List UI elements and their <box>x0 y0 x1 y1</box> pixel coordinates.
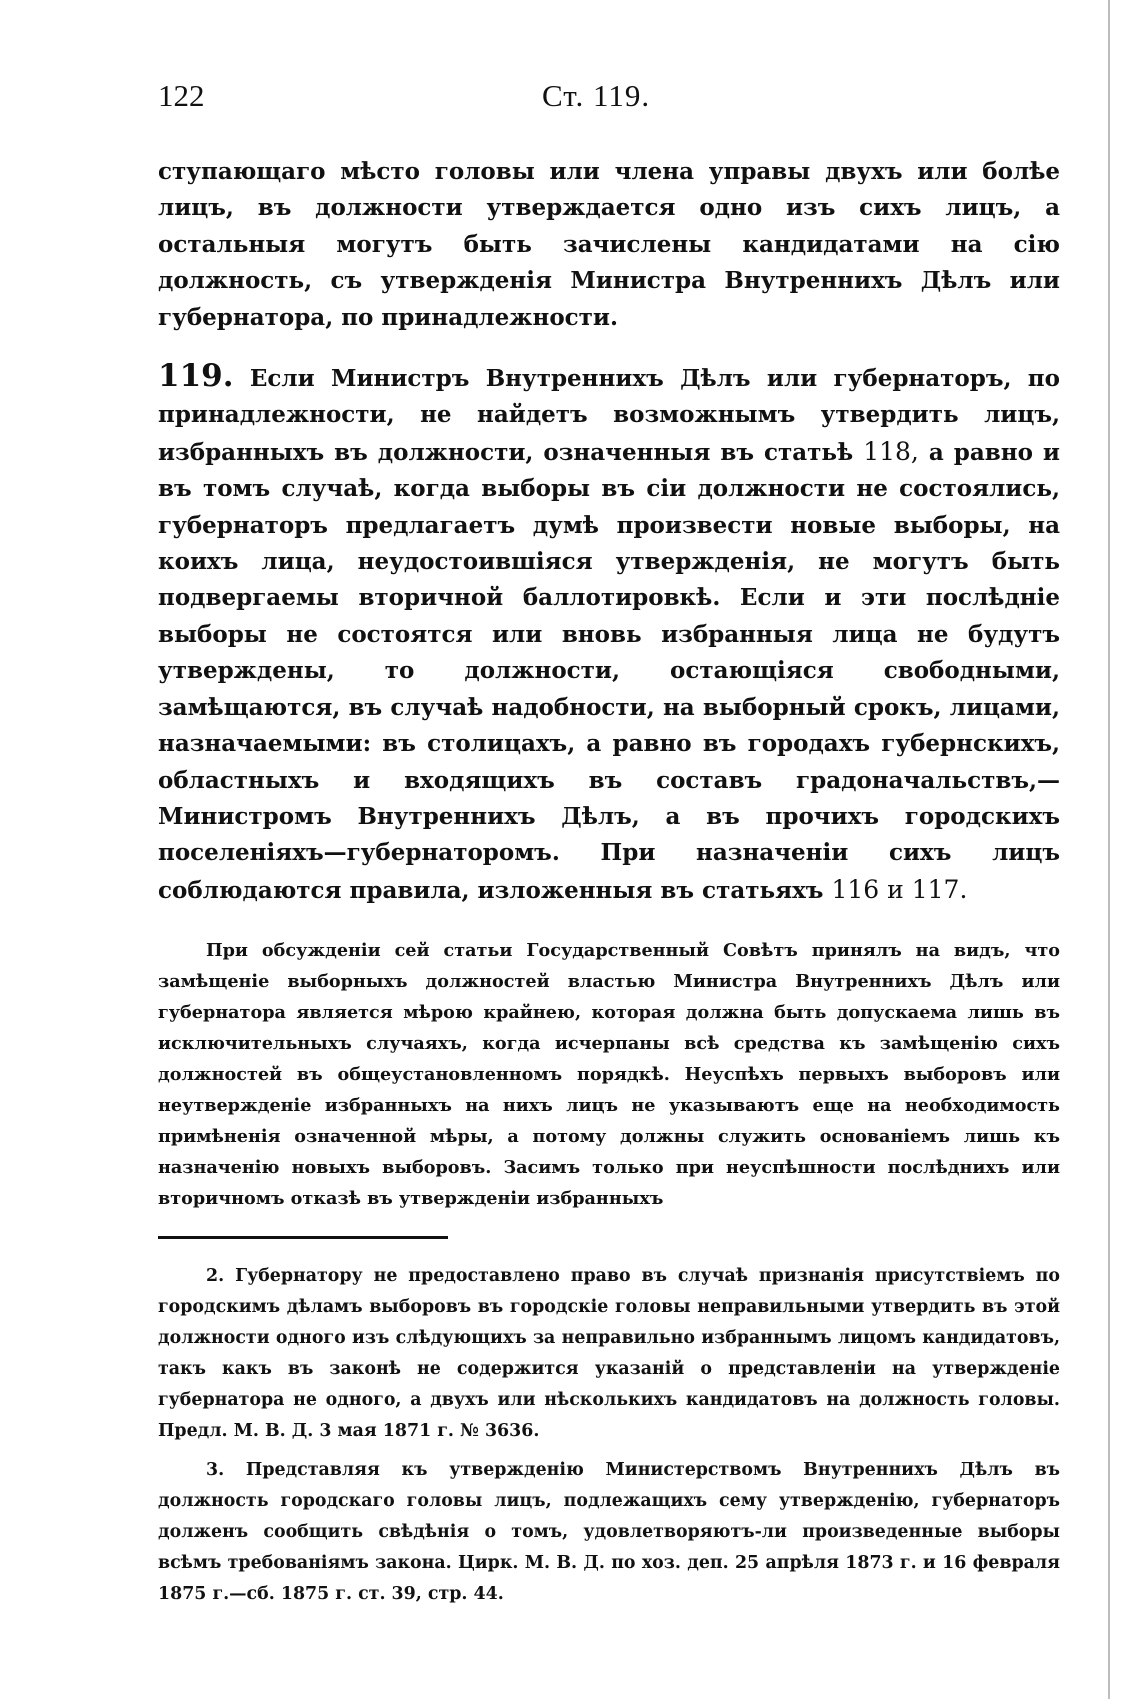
page-header <box>158 72 1060 116</box>
page-edge-rule <box>1108 0 1110 1699</box>
page-number: 122 <box>158 78 205 113</box>
running-title: Ст. 119. <box>542 78 651 113</box>
article-text-part-1: Если Министръ Внутреннихъ Дѣлъ или губернаторъ, по принадлежности, не найдетъ возможнымъ утвердить лицъ, избранныхъ въ должности, означенныя въ статьѣ <box>158 365 1060 466</box>
article-reference-116-117: 116 и 117. <box>831 874 968 904</box>
article-number: 119. <box>158 358 234 395</box>
footnote-2: 2. Губернатору не предоставлено право въ случаѣ признанія присутствіемъ по городскимъ дѣламъ выборовъ въ городскіе головы неправильными утвердить въ этой должности одного изъ слѣдующихъ за неправильно избраннымъ лицомъ кандидатовъ, такъ какъ въ законѣ не содержится указаній о представленіи на утвержденіе губернатора не одного, а двухъ или нѣсколькихъ кандидатовъ на должность головы. Предл. М. В. Д. 3 мая 1871 г. № 3636. <box>158 1266 1060 1442</box>
article-reference-118: 118, <box>863 436 919 466</box>
article-text-part-2: а равно и въ томъ случаѣ, когда выборы въ сіи должности не состоялись, губернаторъ предлагаетъ думѣ произвести новые выборы, на коихъ лица, неудостоившіяся утвержденія, не могутъ быть подвергаемы вторичной баллотировкѣ. Если и эти послѣдніе выборы не состоятся или вновь избранныя лица не будутъ утверждены, то должности, остающіяся свободными, замѣщаются, въ случаѣ надобности, на выборный срокъ, лицами, назначаемыми: въ столицахъ, а равно въ городахъ губернскихъ, областныхъ и входящихъ въ составъ градоначальствъ,—Министромъ Внутреннихъ Дѣлъ, а въ прочихъ городскихъ поселеніяхъ—губернаторомъ. При назначеніи сихъ лицъ соблюдаются правила, изложенныя въ статьяхъ <box>158 438 1060 904</box>
main-text <box>158 154 1060 909</box>
council-note: При обсужденіи сей статьи Государственный Совѣтъ принялъ на видъ, что замѣщеніе выборныхъ должностей властью Министра Внутреннихъ Дѣлъ или губернатора является мѣрою крайнею, которая должна быть допускаема лишь въ исключительныхъ случаяхъ, когда исчерпаны всѣ средства къ замѣщенію сихъ должностей въ общеустановленномъ порядкѣ. Неуспѣхъ первыхъ выборовъ или неутвержденіе избранныхъ на нихъ лицъ не указываютъ еще на необходимость примѣненія означенной мѣры, а потому должны служить основаніемъ лишь къ назначенію новыхъ выборовъ. Засимъ только при неуспѣшности послѣднихъ или вторичномъ отказѣ въ утвержденіи избранныхъ <box>158 940 1060 1210</box>
article-paragraph <box>158 358 1060 909</box>
footnote-3: 3. Представляя къ утвержденію Министерствомъ Внутреннихъ Дѣлъ въ должность городскаго головы лицъ, подлежащихъ сему утвержденію, губернаторъ долженъ сообщить свѣдѣнія о томъ, удовлетворяютъ-ли произведенные выборы всѣмъ требованіямъ закона. Цирк. М. В. Д. по хоз. деп. 25 апрѣля 1873 г. и 16 февраля 1875 г.—сб. 1875 г. ст. 39, стр. 44. <box>158 1460 1060 1605</box>
book-page <box>158 72 1060 1610</box>
continuation-paragraph: ступающаго мѣсто головы или члена управы двухъ или болѣе лицъ, въ должности утверждается одно изъ сихъ лицъ, а остальныя могутъ быть зачислены кандидатами на сію должность, съ утвержденія Министра Внутреннихъ Дѣлъ или губернатора, по принадлежности. <box>158 158 1060 331</box>
footnote-divider <box>158 1236 448 1239</box>
